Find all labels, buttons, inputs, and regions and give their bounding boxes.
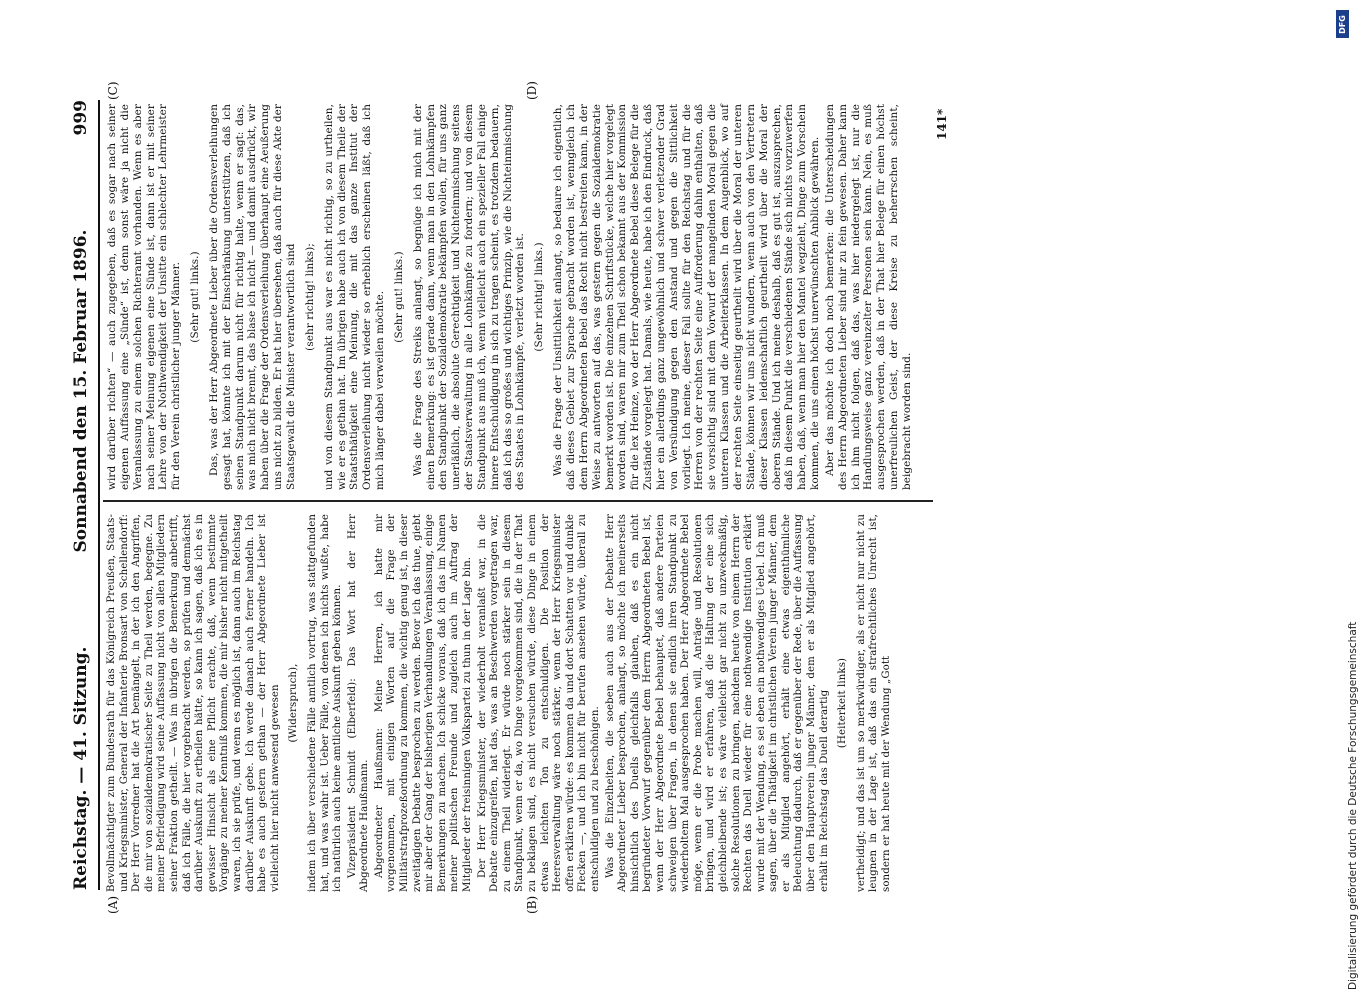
margin-marker-a: (A) xyxy=(106,895,120,914)
dfg-logo-text: DFG xyxy=(1338,14,1348,34)
margin-marker-b: (B) xyxy=(525,895,539,914)
digitization-note xyxy=(1329,0,1359,1000)
paragraph: indem ich über verschiedene Fälle amtlich vortrug, was stattgefunden hat, und was wahr ist. Ueber Fälle, von denen ich nichts wußte, habe ich natürlich auch keine amtliche Auskunft geben können. xyxy=(306,514,344,892)
paragraph: wird darüber richten“ — auch zugegeben, daß es sogar nach seiner eigenen Auffassung eine „Sünde“ ist, denn sonst wäre ja nicht die Veranlassung zu einem solchen Richteramt vorhanden. Wenn es aber nach seiner Meinung eigenen eine Sünde ist, dann ist er mit seiner Lehre von der Nothwendigkeit der Unsitte ein schlechter Lehrmeister für den Verein christlicher junger Männer. xyxy=(106,104,183,490)
paragraph: Was die Einzelheiten, die soeben auch aus der Debatte Herr Abgeordneter Lieber besprochen, anlangt, so möchte ich meinerseits hinsichtlich des Duells gleichfalls glauben, daß es ein nicht begründeter Vorwurf gegenüber dem Herrn Abgeordneten Bebel ist, wenn der Herr Abgeordnete Bebel behauptet, daß andere Parteien schweigen über Fragen, in denen sie endlich ihren Standpunkt zu wiederholtem Mal ausgesprochen haben. Der Herr Abgeordnete Bebel möge, wenn er die Probe machen will, Anträge und Resolutionen bringen, und wird er erfahren, daß die Haltung der eine sich gleichbleibende ist; es wäre vielleicht gar nicht zu unzweckmäßig, solche Resolutionen zu bringen, nachdem heute von einem Herrn der Rechten das Duell wieder für eine nothwendige Institution erklärt wurde mit der Wendung, es sei eben ein nothwendiges Uebel. Ich muß sagen, über die Thätigkeit im christlichen Verein junger Männer, dem er als Mitglied angehört, erhält eine etwas eigenthümliche Beleuchtung dadurch, daß er gegenüber der Rede, über die Auffassung über den Hauptverein junger Männer, dem er als Mitglied angehört, erhält im Reichstag das Duell derartig xyxy=(604,514,830,892)
paragraph: Abgeordneter Haußmann: Meine Herren, ich hatte mir vorgenommen, mit einigen Worten auf die Frage der Militärstrafprozeßordnung zu kommen, die wichtig genug ist, in dieser zweitägigen Debatte besprochen zu werden. Bevor ich das thue, giebt mir aber der Gang der bisherigen Verhandlungen Veranlassung, einige Bemerkungen zu machen. Ich schicke voraus, daß ich das im Namen meiner politischen Freunde und zugleich auch im Auftrag der Mitglieder der freisinnigen Volkspartei zu thun in der Lage bin. xyxy=(373,514,474,892)
paragraph: Aber das möchte ich doch noch bemerken: die Unterscheidungen des Herrn Abgeordneten Lieber sind mir zu fein gewesen. Daher kann ich ihm nicht folgen, daß das, was hier niedergelegt ist, nur die Handlungsweise ganz vereinzelter Personen sein kann. Nein, es muß ausgesprochen werden, daß in der That hier Belege für einen höchst unerfreulichen Geist, der diese Kreise zu beherrschen scheint, beigebracht worden sind. xyxy=(823,104,913,490)
paragraph: (Sehr richtig! links.) xyxy=(533,242,546,352)
paragraph: Vizepräsident Schmidt (Elberfeld): Das Wort hat der Herr Abgeordnete Haußmann. xyxy=(346,514,371,892)
dfg-logo xyxy=(1336,10,1349,38)
header-left: Reichstag. — 41. Sitzung. xyxy=(71,646,91,890)
column-divider xyxy=(103,501,933,503)
margin-marker-d: (D) xyxy=(525,81,539,100)
paragraph: (sehr richtig! links); xyxy=(303,243,316,351)
paragraph: (Sehr gut! links.) xyxy=(189,251,202,343)
digitization-note-text: Digitalisierung gefördert durch die Deutsche Forschungsgemeinschaft xyxy=(1347,621,1359,990)
header-date: Sonnabend den 15. Februar 1896. xyxy=(71,229,91,553)
page-header xyxy=(66,100,96,890)
paragraph: und von diesem Standpunkt aus war es nicht richtig, so zu urtheilen, wie er es gethan hat. Im übrigen habe auch ich von diesem Theile der Staatsthätigkeit eine Meinung, die mit das ganze Institut der Ordensverleihung nicht wieder so erheblich erscheinen läßt, daß ich mich länger dabei verweilen möchte. xyxy=(322,104,387,490)
margin-marker-c: (C) xyxy=(106,81,120,100)
paragraph: (Sehr gut! links.) xyxy=(392,251,405,343)
paragraph: (Heiterkeit links) xyxy=(837,657,849,749)
paragraph: vertheidigt; und das ist um so merkwürdiger, als er nicht nur nicht zu leugnen in der Lage ist, daß das ein strafrechtliches Unrecht ist, sondern er hat heute mit der Wendung „Gott xyxy=(855,514,893,892)
paragraph: Bevollmächtigter zum Bundesrath für das Königreich Preußen, Staats- und Kriegsminister, General der Infanterie Bronsart von Schellendorff: Der Herr Vorredner hat die Art bemängelt, in der ich den Angriffen, die mir von sozialdemokratischer Seite zu Theil werden, begegne. Zu meiner Befriedigung wird seine Auffassung nicht von allen Mitgliedern seiner Fraktion getheilt. — Was im übrigen die Bemerkung anbetrifft, daß ich Fälle, die hier vorgebracht werden, so prüfen und demnächst darüber Auskunft zu ertheilen hätte, so kann ich sagen, daß ich es in gewisser Hinsicht als eine Pflicht erachte, daß, wenn bestimmte Vorgänge zu meiner Kenntniß kommen, die mir bisher nicht mitgetheilt waren, ich sie prüfe, und wenn es möglich ist, dann auch im Reichstag darüber Auskunft gebe. Ich werde danach auch ferner handeln. Ich habe es auch gestern gethan — der Herr Abgeordnete Lieber ist vielleicht hier nicht anwesend gewesen xyxy=(106,514,281,892)
paragraph: Das, was der Herr Abgeordnete Lieber über die Ordensverleihungen gesagt hat, könnte ich mit der Einschränkung unterstützen, daß ich seinen Standpunkt darum nicht für richtig halte, wenn er sagt: das, was mich nicht brennt, das blase ich nicht — und damit ausdrückt, wir haben über die Frage der Ordensverleihung überhaupt eine Aeußerung uns nicht zu bilden. Er hat hier übersehen, daß auch für diese Akte der Staatsgewalt die Minister verantwortlich sind xyxy=(207,104,297,490)
paragraph: (Widerspruch), xyxy=(288,663,300,743)
paragraph: Was die Frage der Unsittlichkeit anlangt, so bedaure ich eigentlich, daß dieses Gebiet zur Sprache gebracht worden ist, wenngleich ich dem Herrn Abgeordneten Bebel das Recht nicht bestreiten kann, in der Weise zu antworten auf das, was gestern gegen die Sozialdemokratie bemerkt worden ist. Die einzelnen Schriftstücke, welche hier vorgelegt worden sind, waren mir zum Theil schon bekannt aus der Kommission für die lex Heinze, wo der Herr Abgeordnete Bebel diese Belege für die Zustände vorgelegt hat. Damals, wie heute, habe ich den Eindruck, daß hier ein allerdings ganz ungewöhnlich und schwer verletzender Grad von Versündigung gegen den Anstand und gegen die Sittlichkeit vorliegt. Ich meine, dieser Fall sollte für den Reichstag und für die Herren von der rechten Seite eine Aufforderung dahin enthalten, daß sie vorsichtig sind mit dem Vorwurf der mangelnden Moral gegen die unteren Klassen und die Arbeiterklassen. In dem Augenblick, wo auf der rechten Seite einseitig geurtheilt wird über die Moral der unteren Stände, können wir uns nicht wundern, wenn auch von den Vertretern dieser Klassen leidenschaftlich geurtheilt wird über die Moral der oberen Stände. Und ich meine deshalb, daß es gut ist, auszusprechen, daß in diesem Punkt die verschiedenen Stände sich nichts vorzuwerfen haben, daß, wenn man hier den Mantel wegzieht, Dinge zum Vorschein kommen, die uns einen höchst unerwünschten Anblick gewähren. xyxy=(552,104,822,490)
signature-number: 141* xyxy=(935,108,949,140)
paragraph: Der Herr Kriegsminister, der wiederholt veranlaßt war, in die Debatte einzugreifen, hat das, was an Beschwerden vorgetragen war, zu einem Theil widerlegt. Er würde noch stärker sein in diesem Standpunkt, wenn er da, wo Dinge vorgekommen sind, die in der That zu beklagen sind, es nicht versuchen würde, diese Dinge in einem etwas leichten Ton zu entschuldigen. Die Position der Heeresverwaltung wäre noch stärker, wenn der Herr Kriegsminister offen erklären würde: es kommen da und dort Schatten vor und dunkle Flecken —, und ich bin nicht für berufen ansehen würde, überall zu entschuldigen und zu beschönigen. xyxy=(476,514,601,892)
right-column xyxy=(106,104,916,490)
header-rule xyxy=(98,100,100,890)
page-number: 999 xyxy=(71,100,91,136)
paragraph: Was die Frage des Streiks anlangt, so begnüge ich mich mit der einen Bemerkung: es ist gerade dann, wenn man in den Lohnkämpfen den Standpunkt der Sozialdemokratie bekämpfen wollen, für uns ganz unerläßlich, die absolute Gerechtigkeit und Nichteinmischung seitens der Staatsverwaltung in alle Lohnkämpfe zu fordern; und von diesem Standpunkt aus muß ich, wenn vielleicht auch ein spezieller Fall einige innere Entschuldigung in sich zu tragen scheint, es trotzdem bedauern, daß ich das so großes und wichtiges Prinzip, wie die Nichteinmischung des Staates in Lohnkämpfe, verletzt worden ist. xyxy=(411,104,527,490)
left-column xyxy=(106,514,896,892)
